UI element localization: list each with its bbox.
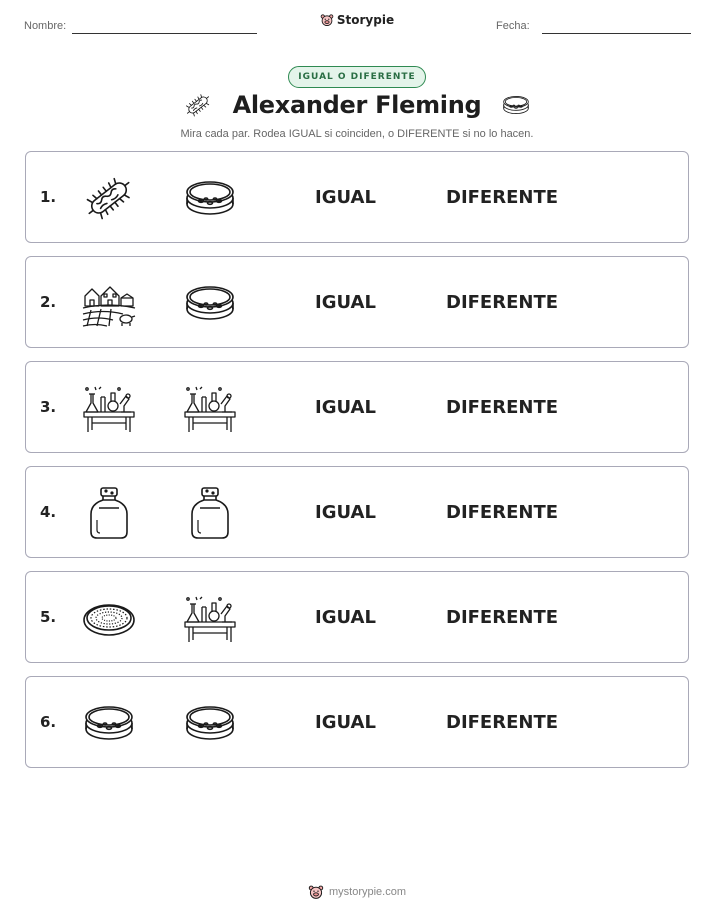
petri-culture-icon	[81, 591, 137, 645]
bottle-icon	[182, 486, 238, 540]
item-number: 2.	[40, 293, 57, 311]
item-number: 5.	[40, 608, 57, 626]
bottle-icon	[81, 486, 137, 540]
option-same[interactable]: IGUAL	[315, 712, 376, 733]
item-number: 1.	[40, 188, 57, 206]
title-row	[0, 90, 714, 120]
worksheet-type-badge: IGUAL O DIFERENTE	[288, 66, 425, 88]
pig-icon	[320, 13, 334, 27]
item-number: 3.	[40, 398, 57, 416]
option-same[interactable]: IGUAL	[315, 292, 376, 313]
worksheet-item	[25, 151, 689, 243]
option-different[interactable]: DIFERENTE	[446, 187, 559, 208]
footer	[0, 884, 714, 900]
option-different[interactable]: DIFERENTE	[446, 292, 559, 313]
petri-dish-icon	[81, 696, 137, 750]
brand-logo	[0, 13, 714, 27]
date-field[interactable]	[542, 33, 691, 34]
option-different[interactable]: DIFERENTE	[446, 502, 559, 523]
footer-url[interactable]: mystorypie.com	[328, 886, 407, 898]
worksheet-item	[25, 676, 689, 768]
option-different[interactable]: DIFERENTE	[446, 397, 559, 418]
petri-dish-icon	[182, 276, 238, 330]
bacteria-icon	[81, 171, 137, 225]
petri-dish-icon	[501, 90, 531, 120]
pig-icon	[308, 884, 324, 900]
option-same[interactable]: IGUAL	[315, 397, 376, 418]
option-different[interactable]: DIFERENTE	[446, 712, 559, 733]
item-number: 4.	[40, 503, 57, 521]
worksheet-item	[25, 466, 689, 558]
farm-icon	[81, 276, 137, 330]
worksheet-item	[25, 256, 689, 348]
petri-dish-icon	[182, 171, 238, 225]
brand-name: Storypie	[336, 13, 395, 27]
date-label: Fecha:	[496, 20, 530, 32]
lab-table-icon	[81, 381, 137, 435]
lab-table-icon	[182, 381, 238, 435]
option-same[interactable]: IGUAL	[315, 502, 376, 523]
worksheet-item	[25, 361, 689, 453]
instructions: Mira cada par. Rodea IGUAL si coinciden, o DIFERENTE si no lo hacen.	[180, 128, 534, 140]
name-field[interactable]	[72, 33, 257, 34]
petri-dish-icon	[182, 696, 238, 750]
option-same[interactable]: IGUAL	[315, 607, 376, 628]
option-same[interactable]: IGUAL	[315, 187, 376, 208]
page-title: Alexander Fleming	[232, 91, 482, 119]
worksheet-item	[25, 571, 689, 663]
option-different[interactable]: DIFERENTE	[446, 607, 559, 628]
item-number: 6.	[40, 713, 57, 731]
name-label: Nombre:	[24, 20, 67, 32]
lab-table-icon	[182, 591, 238, 645]
bacteria-icon	[183, 90, 213, 120]
